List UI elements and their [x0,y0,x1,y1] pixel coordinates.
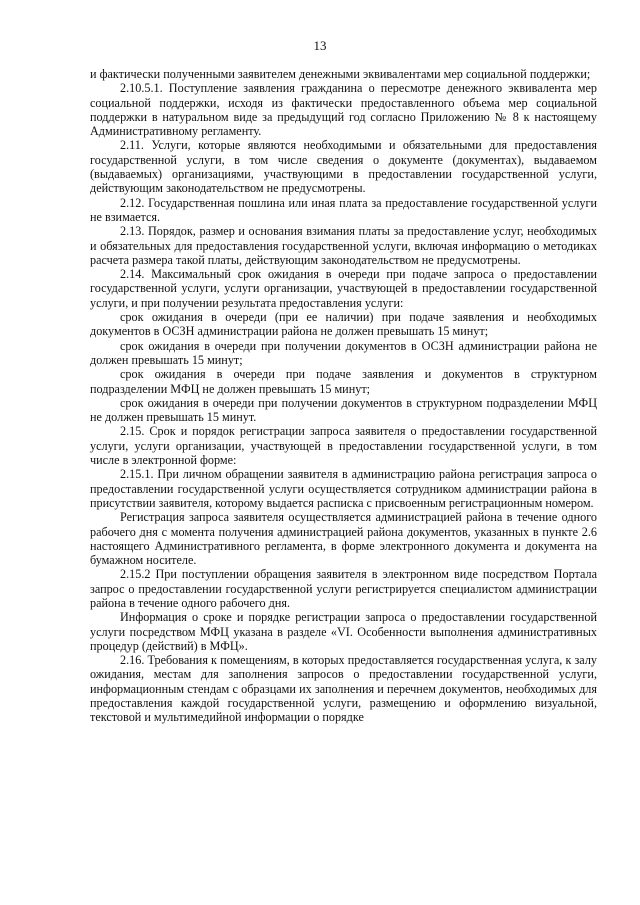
paragraph: 2.11. Услуги, которые являются необходимыми и обязательными для предоставления государственной услуги, в том числе сведения о документе (документах), выдаваемом (выдаваемых) организациями, участвующими в предоставлении государственной услуги, действующим законодательством не предусмотрены. [90,138,597,196]
paragraph: 2.15.2 При поступлении обращения заявителя в электронном виде посредством Портала запрос о предоставлении государственной услуги регистрируется специалистом администрации района в течение одного рабочего дня. [90,567,597,610]
paragraph: 2.13. Порядок, размер и основания взимания платы за предоставление услуг, необходимых и обязательных для предоставления государственной услуги, включая информацию о методиках расчета размера такой платы, действующим законодательством не предусмотрены. [90,224,597,267]
paragraph: срок ожидания в очереди при получении документов в структурном подразделении МФЦ не должен превышать 15 минут. [90,395,597,425]
paragraph: и фактически полученными заявителем денежными эквивалентами мер социальной поддержки; [90,67,591,81]
paragraph: 2.16. Требования к помещениям, в которых предоставляется государственная услуга, к залу ожидания, местам для заполнения запросов о предоставлении государственной услуги, информационным стендам с образцами их заполнения и перечнем документов, необходимых для предоставления каждой государственной услуги, размещению и оформлению визуальной, текстовой и мультимедийной информации о порядке [90,653,597,725]
paragraph: Информация о сроке и порядке регистрации запроса о предоставлении государственной услуги посредством МФЦ указана в разделе «VI. Особенности выполнения административных процедур (действий) в МФЦ». [90,610,597,653]
paragraph: 2.15. Срок и порядок регистрации запроса заявителя о предоставлении государственной услуги, услуги организации, участвующей в предоставлении государственной услуги, в том числе в электронной форме: [90,424,597,468]
paragraph: срок ожидания в очереди при получении документов в ОСЗН администрации района не должен превышать 15 минут; [90,338,597,367]
paragraph: 2.15.1. При личном обращении заявителя в администрацию района регистрация запроса о предоставлении государственной услуги осуществляется сотрудником администрации района в присутствии заявителя, которому выдается расписка с присвоенным регистрационным номером. [90,467,597,510]
paragraph: срок ожидания в очереди при подаче заявления и документов в структурном подразделении МФЦ не должен превышать 15 минут; [90,367,597,396]
paragraph: Регистрация запроса заявителя осуществляется администрацией района в течение одного рабочего дня с момента получения администрацией района документов, указанных в пункте 2.6 настоящего Административного регламента, в форме электронного документа и документа на бумажном носителе. [90,510,597,568]
paragraph: 2.12. Государственная пошлина или иная плата за предоставление государственной услуги не взимается. [90,195,597,224]
paragraph: 2.14. Максимальный срок ожидания в очереди при подаче запроса о предоставлении государственной услуги, услуги организации, участвующей в предоставлении государственной услуги, и при получении результата предоставления услуги: [90,267,597,310]
paragraph: срок ожидания в очереди (при ее наличии) при подаче заявления и необходимых документов в ОСЗН администрации района не должен превышать 15 минут; [90,310,597,339]
document-body [90,67,597,725]
page-number: 13 [313,38,327,53]
paragraph: 2.10.5.1. Поступление заявления гражданина о пересмотре денежного эквивалента мер социальной поддержки, исходя из фактически предоставленного объема мер социальной поддержки в натуральном виде за предыдущий год согласно Приложению № 8 к настоящему Административному регламенту. [90,81,597,139]
